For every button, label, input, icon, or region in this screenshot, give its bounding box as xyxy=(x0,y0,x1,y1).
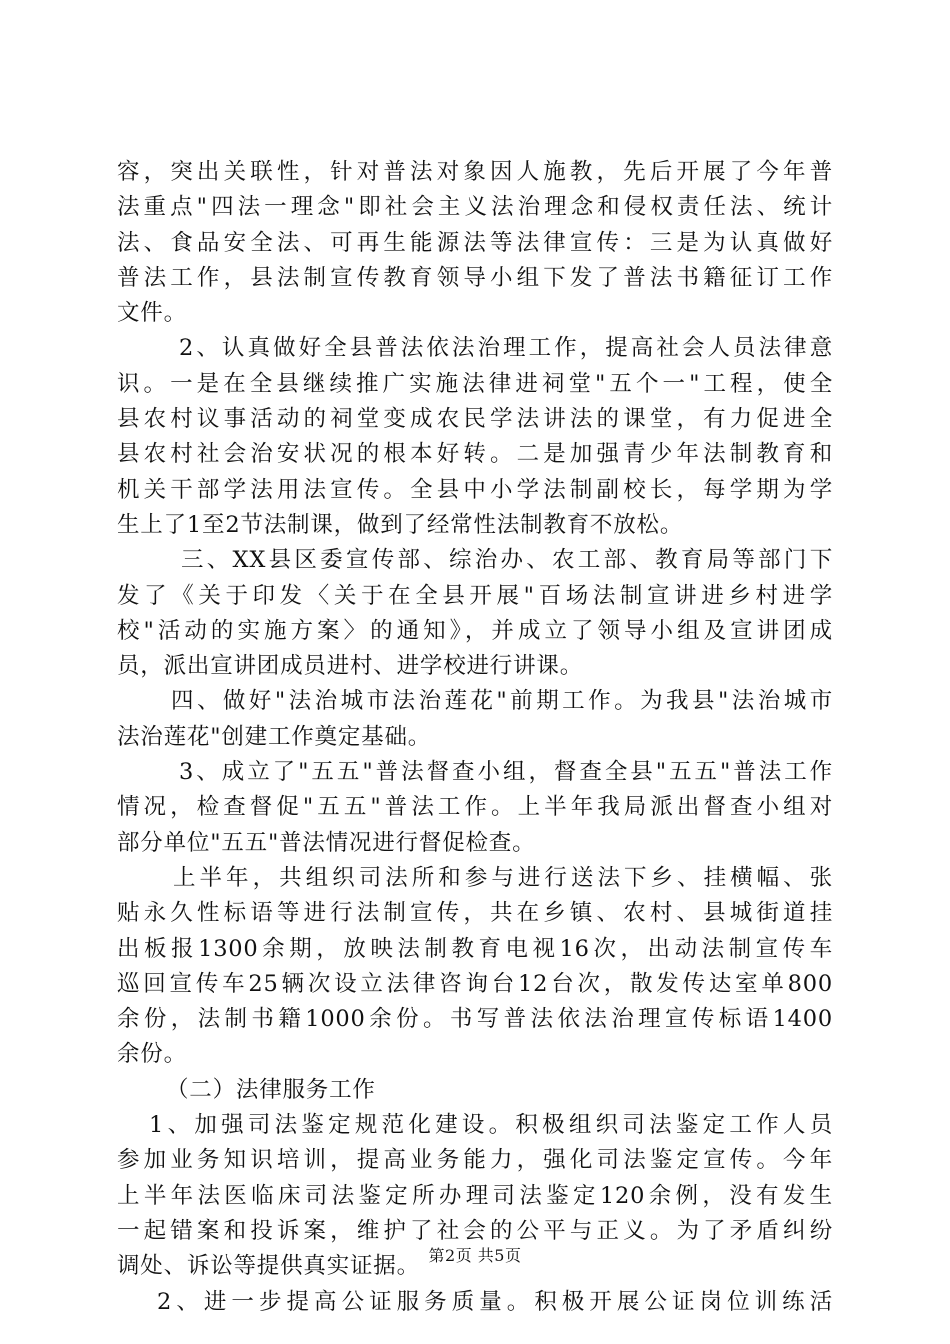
text-line: 员，派出宣讲团成员进村、进学校进行讲课。 xyxy=(117,653,584,680)
text-line: 生上了1至2节法制课，做到了经常性法制教育不放松。 xyxy=(117,511,684,538)
text-line: 识。一是在全县继续推广实施法律进祠堂"五个一"工程，使全 xyxy=(117,370,833,397)
text-line: 县农村议事活动的祠堂变成农民学法讲法的课堂，有力促进全 xyxy=(117,406,833,433)
text-line: 3、成立了"五五"普法督查小组，督查全县"五五"普法工作 xyxy=(179,759,833,786)
text-line: 巡回宣传车25辆次设立法律咨询台12台次，散发传达室单800 xyxy=(117,970,833,997)
text-line: 县农村社会治安状况的根本好转。二是加强青少年法制教育和 xyxy=(117,441,833,468)
text-line: 三、XX县区委宣传部、综治办、农工部、教育局等部门下 xyxy=(181,547,833,574)
text-line: 2、认真做好全县普法依法治理工作，提高社会人员法律意 xyxy=(179,335,833,362)
text-line: 2、进一步提高公证服务质量。积极开展公证岗位训练活 xyxy=(157,1288,833,1315)
text-line: 法、食品安全法、可再生能源法等法律宣传：三是为认真做好 xyxy=(117,229,833,256)
page-number: 第2页 共5页 xyxy=(428,1246,522,1265)
text-line: 出板报1300余期，放映法制教育电视16次，出动法制宣传车 xyxy=(117,935,833,962)
text-line: 一起错案和投诉案，维护了社会的公平与正义。为了矛盾纠纷 xyxy=(117,1217,833,1244)
text-line: 1、加强司法鉴定规范化建设。积极组织司法鉴定工作人员 xyxy=(149,1112,833,1139)
text-line: 部分单位"五五"普法情况进行督促检查。 xyxy=(117,829,536,856)
text-line: 法治莲花"创建工作奠定基础。 xyxy=(117,723,432,750)
text-line: 贴永久性标语等进行法制宣传，共在乡镇、农村、县城街道挂 xyxy=(117,900,833,927)
text-line: 校"活动的实施方案〉的通知》，并成立了领导小组及宣讲团成 xyxy=(117,617,833,644)
text-line: 上半年，共组织司法所和参与进行送法下乡、挂横幅、张 xyxy=(173,864,833,891)
section-heading: （二）法律服务工作 xyxy=(166,1076,376,1103)
document-body xyxy=(117,155,833,1320)
text-line: 文件。 xyxy=(117,300,187,327)
text-line: 情况，检查督促"五五"普法工作。上半年我局派出督查小组对 xyxy=(117,794,833,821)
text-line: 法重点"四法一理念"即社会主义法治理念和侵权责任法、统计 xyxy=(117,194,833,221)
text-line: 余份。 xyxy=(117,1041,187,1068)
text-line: 容，突出关联性，针对普法对象因人施教，先后开展了今年普 xyxy=(117,159,833,185)
text-line: 机关干部学法用法宣传。全县中小学法制副校长，每学期为学 xyxy=(117,476,833,503)
text-line: 调处、诉讼等提供真实证据。 xyxy=(117,1253,420,1280)
text-line: 发了《关于印发〈关于在全县开展"百场法制宣讲进乡村进学 xyxy=(117,582,833,609)
text-line: 参加业务知识培训，提高业务能力，强化司法鉴定宣传。今年 xyxy=(117,1147,833,1174)
text-line: 余份，法制书籍1000余份。书写普法依法治理宣传标语1400 xyxy=(117,1006,833,1033)
text-line: 四、做好"法治城市法治莲花"前期工作。为我县"法治城市 xyxy=(171,688,833,715)
text-line: 上半年法医临床司法鉴定所办理司法鉴定120余例，没有发生 xyxy=(117,1182,833,1209)
text-line: 普法工作，县法制宣传教育领导小组下发了普法书籍征订工作 xyxy=(117,264,833,291)
